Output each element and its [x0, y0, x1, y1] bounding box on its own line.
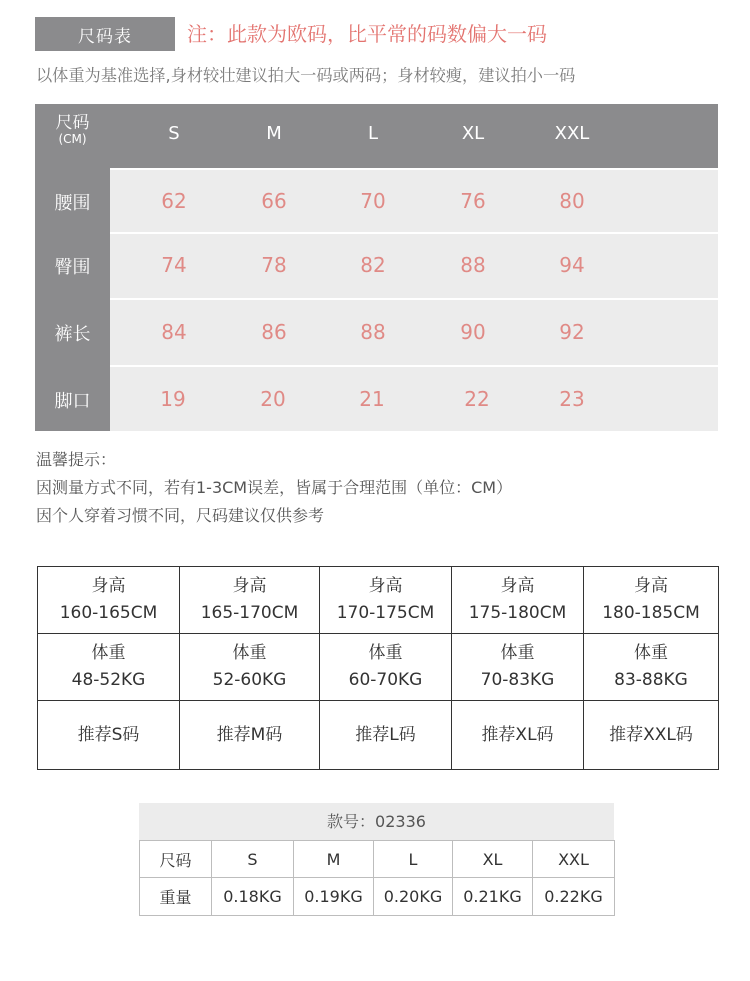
tips-line-2: 因个人穿着习惯不同，尺码建议仅供参考	[36, 506, 325, 525]
weight-range: 48-52KG	[71, 670, 146, 690]
size-header-xl: XL	[461, 123, 485, 144]
height-range: 165-170CM	[200, 603, 299, 623]
size-chart	[35, 104, 718, 431]
row-label-length: 裤长	[54, 324, 91, 345]
height-cell	[452, 567, 584, 634]
weight-value-m: 0.19KG	[294, 878, 374, 916]
weight-range: 83-88KG	[614, 670, 688, 690]
weight-grid	[139, 840, 615, 916]
height-label: 身高	[368, 576, 403, 596]
hem-xxl: 23	[559, 387, 585, 411]
weight-range: 52-60KG	[212, 670, 287, 690]
row-divider	[110, 298, 718, 300]
waist-s: 62	[161, 189, 187, 213]
weight-cell	[320, 634, 452, 701]
hip-xxl: 94	[559, 253, 585, 277]
size-row-label: 尺码	[140, 841, 212, 878]
waist-l: 70	[360, 189, 386, 213]
weight-size-s: S	[212, 841, 294, 878]
weight-size-xxl: XXL	[533, 841, 615, 878]
weight-cell	[38, 634, 180, 701]
hem-l: 21	[359, 387, 385, 411]
hip-xl: 88	[460, 253, 486, 277]
hip-l: 82	[360, 253, 386, 277]
suggestion-xxl: 推荐XXL码	[584, 701, 719, 770]
row-divider	[110, 232, 718, 234]
height-range: 160-165CM	[59, 603, 158, 623]
weight-size-l: L	[374, 841, 453, 878]
row-label-hem: 脚口	[54, 391, 91, 412]
weight-label: 体重	[91, 643, 126, 663]
height-label: 身高	[91, 576, 126, 596]
height-label: 身高	[500, 576, 535, 596]
weight-label: 体重	[232, 643, 267, 663]
length-xl: 90	[460, 320, 486, 344]
length-xxl: 92	[559, 320, 585, 344]
weight-cell	[452, 634, 584, 701]
weight-cell	[180, 634, 320, 701]
weight-row-label: 重量	[140, 878, 212, 916]
tips-title: 温馨提示：	[36, 450, 117, 469]
waist-xl: 76	[460, 189, 486, 213]
weight-size-xl: XL	[453, 841, 533, 878]
height-cell	[180, 567, 320, 634]
size-recommendation-table	[37, 566, 719, 770]
height-range: 170-175CM	[336, 603, 435, 623]
weight-value-xl: 0.21KG	[453, 878, 533, 916]
suggestion-l: 推荐L码	[320, 701, 452, 770]
row-divider	[110, 168, 718, 170]
suggestion-xl: 推荐XL码	[452, 701, 584, 770]
weight-range: 60-70KG	[348, 670, 423, 690]
weight-value-xxl: 0.22KG	[533, 878, 615, 916]
sizing-note: 注：此款为欧码，比平常的码数偏大一码	[187, 22, 547, 46]
style-number: 款号：02336	[139, 803, 614, 840]
height-cell	[584, 567, 719, 634]
hem-xl: 22	[464, 387, 490, 411]
row-divider	[110, 365, 718, 367]
height-cell	[320, 567, 452, 634]
size-header-s: S	[168, 123, 180, 144]
weight-label: 体重	[368, 643, 403, 663]
size-header-m: M	[266, 123, 282, 144]
size-header-xxl: XXL	[554, 123, 590, 144]
height-range: 175-180CM	[468, 603, 567, 623]
corner-unit: (CM)	[58, 131, 87, 146]
height-label: 身高	[232, 576, 267, 596]
length-m: 86	[261, 320, 287, 344]
weight-range: 70-83KG	[480, 670, 555, 690]
height-range: 180-185CM	[602, 603, 700, 623]
hem-m: 20	[260, 387, 286, 411]
weight-label: 体重	[500, 643, 535, 663]
hip-s: 74	[161, 253, 187, 277]
suggestion-m: 推荐M码	[180, 701, 320, 770]
suggestion-row	[38, 701, 719, 770]
waist-m: 66	[261, 189, 287, 213]
sizing-advice: 以体重为基准选择,身材较壮建议拍大一码或两码；身材较瘦，建议拍小一码	[36, 66, 576, 85]
weight-size-m: M	[294, 841, 374, 878]
weight-value-l: 0.20KG	[374, 878, 453, 916]
waist-xxl: 80	[559, 189, 585, 213]
weight-row	[38, 634, 719, 701]
row-label-waist: 腰围	[54, 193, 91, 214]
product-weight-table	[139, 803, 614, 915]
length-l: 88	[360, 320, 386, 344]
hip-m: 78	[261, 253, 287, 277]
row-label-hip: 臀围	[54, 257, 91, 278]
size-chart-tag: 尺码表	[35, 17, 175, 51]
weight-value-s: 0.18KG	[212, 878, 294, 916]
size-chart-corner	[35, 114, 110, 146]
size-row	[140, 841, 615, 878]
weight-label: 体重	[634, 643, 668, 663]
height-row	[38, 567, 719, 634]
size-header-l: L	[367, 123, 379, 144]
suggestion-s: 推荐S码	[38, 701, 180, 770]
height-label: 身高	[634, 576, 668, 596]
hem-s: 19	[160, 387, 186, 411]
length-s: 84	[161, 320, 187, 344]
tips-line-1: 因测量方式不同，若有1-3CM误差，皆属于合理范围（单位：CM）	[36, 478, 513, 497]
weight-cell	[584, 634, 719, 701]
height-cell	[38, 567, 180, 634]
weight-value-row	[140, 878, 615, 916]
corner-label: 尺码	[55, 113, 90, 133]
